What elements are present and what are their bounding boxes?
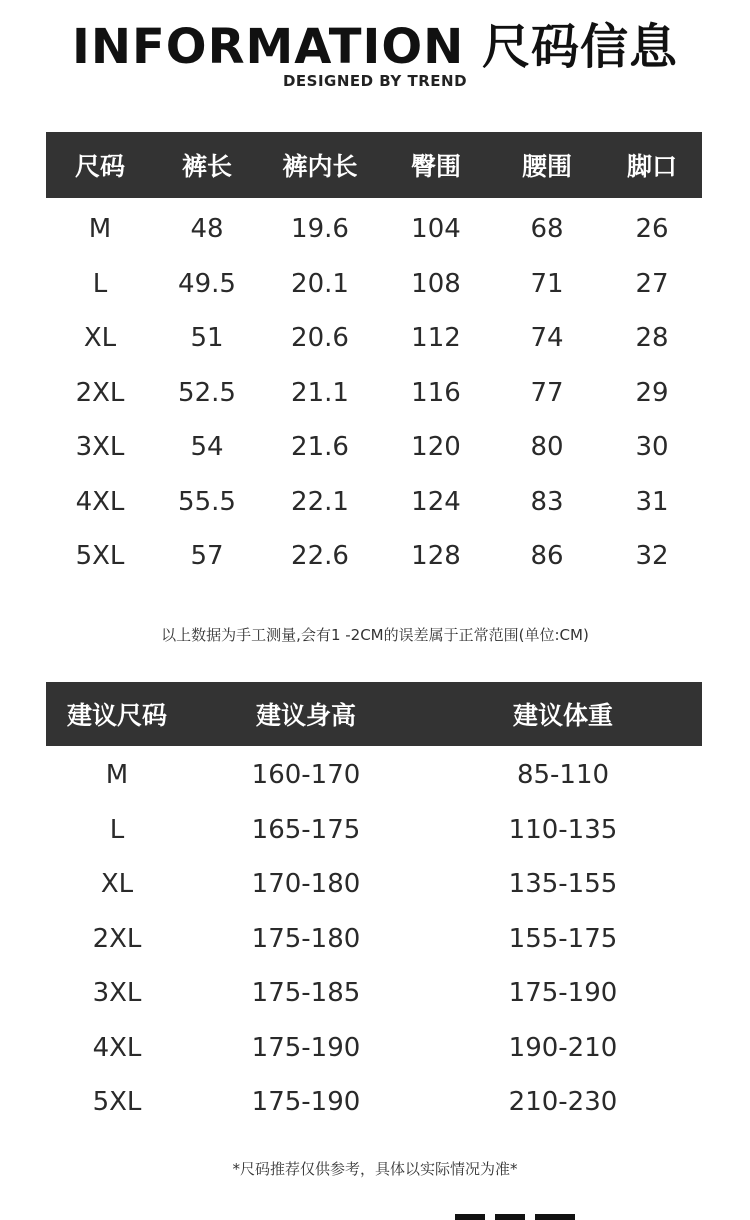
size-table-cell: 120: [411, 432, 461, 463]
size-table-header: [46, 132, 702, 198]
size-table-cell: 124: [411, 486, 461, 517]
recommend-table-cell: 4XL: [92, 1032, 142, 1063]
recommend-table-cell: 160-170: [251, 760, 361, 791]
size-table-cell: 31: [635, 486, 669, 517]
recommend-table-cell: 110-135: [508, 814, 618, 845]
recommend-table-header-cell: 建议尺码: [66, 701, 167, 730]
size-table-cell: 68: [530, 214, 564, 245]
table-row: [46, 803, 702, 858]
size-table-cell: 108: [411, 268, 461, 299]
table-row: [46, 1021, 702, 1076]
cropped-next-heading: [455, 1210, 595, 1220]
recommend-table-cell: 175-190: [251, 1087, 361, 1118]
recommend-table-cell: M: [105, 760, 129, 791]
size-table-cell: 71: [530, 268, 564, 299]
table-row: [46, 529, 702, 584]
size-table-cell: 51: [190, 323, 224, 354]
recommend-table-cell: 165-175: [251, 814, 361, 845]
size-table-cell: 26: [635, 214, 669, 245]
size-table-cell: 30: [635, 432, 669, 463]
size-table-cell: 29: [635, 377, 669, 408]
size-table-cell: 116: [411, 377, 461, 408]
size-table-cell: 49.5: [178, 268, 236, 299]
table-row: [46, 966, 702, 1021]
recommend-table-cell: 85-110: [516, 760, 610, 791]
size-table-cell: 19.6: [291, 214, 349, 245]
table-row: [46, 257, 702, 312]
size-table-cell: 20.6: [291, 323, 349, 354]
size-table-header-cell: 腰围: [521, 152, 572, 181]
size-table-cell: 54: [190, 432, 224, 463]
recommend-table-cell: 155-175: [508, 923, 618, 954]
size-table-header-cell: 脚口: [626, 152, 677, 181]
recommend-table-cell: 5XL: [92, 1087, 142, 1118]
table-row: [46, 748, 702, 803]
table-row: [46, 366, 702, 421]
size-table-cell: 83: [530, 486, 564, 517]
page-subtitle: DESIGNED BY TREND: [282, 72, 468, 90]
recommend-table-cell: 175-185: [251, 978, 361, 1009]
recommend-table-cell: 170-180: [251, 869, 361, 900]
recommend-table-cell: 175-190: [251, 1032, 361, 1063]
table-row: [46, 420, 702, 475]
size-table-cell: 80: [530, 432, 564, 463]
recommend-table-header-cell: 建议体重: [512, 701, 613, 730]
size-table-cell: 55.5: [178, 486, 236, 517]
table-row: [46, 475, 702, 530]
size-table-cell: 21.6: [291, 432, 349, 463]
size-table-cell: M: [88, 214, 112, 245]
size-table-header-cell: 裤长: [181, 152, 232, 181]
measurement-note: 以上数据为手工测量,会有1 -2CM的误差属于正常范围(单位:CM): [161, 626, 589, 644]
table-row: [46, 202, 702, 257]
size-table-cell: 4XL: [75, 486, 125, 517]
recommend-table-cell: 2XL: [92, 923, 142, 954]
size-table-cell: 74: [530, 323, 564, 354]
table-row: [46, 311, 702, 366]
size-table-cell: 22.1: [291, 486, 349, 517]
recommend-table-header-cell: 建议身高: [255, 701, 356, 730]
size-table-cell: 52.5: [178, 377, 236, 408]
size-table-cell: 128: [411, 541, 461, 572]
table-row: [46, 857, 702, 912]
size-table-header-cell: 臀围: [410, 152, 461, 181]
table-row: [46, 912, 702, 967]
size-table-cell: 57: [190, 541, 224, 572]
size-table-cell: 28: [635, 323, 669, 354]
size-table-cell: XL: [83, 323, 117, 354]
size-table-header-cell: 尺码: [74, 152, 125, 181]
recommend-note: *尺码推荐仅供参考，具体以实际情况为准*: [232, 1160, 518, 1178]
size-table-cell: 21.1: [291, 377, 349, 408]
recommend-table-cell: 3XL: [92, 978, 142, 1009]
size-table-header-cell: 裤内长: [282, 152, 358, 181]
recommend-table-cell: 135-155: [508, 869, 618, 900]
size-table-cell: 5XL: [75, 541, 125, 572]
recommend-table-header: [46, 682, 702, 746]
table-row: [46, 1075, 702, 1130]
size-table-cell: 3XL: [75, 432, 125, 463]
size-table-cell: 27: [635, 268, 669, 299]
size-table-cell: 22.6: [291, 541, 349, 572]
recommend-table-cell: 175-190: [508, 978, 618, 1009]
recommend-table-cell: L: [109, 814, 125, 845]
recommend-table-cell: 175-180: [251, 923, 361, 954]
recommend-table-cell: 210-230: [508, 1087, 618, 1118]
size-table-cell: 77: [530, 377, 564, 408]
recommend-table-cell: XL: [100, 869, 134, 900]
size-table-cell: 2XL: [75, 377, 125, 408]
size-table-cell: 32: [635, 541, 669, 572]
size-table-cell: 104: [411, 214, 461, 245]
recommend-table-cell: 190-210: [508, 1032, 618, 1063]
size-table-cell: 86: [530, 541, 564, 572]
page-title: INFORMATION 尺码信息: [71, 19, 679, 75]
size-table-cell: 48: [190, 214, 224, 245]
size-table-cell: 20.1: [291, 268, 349, 299]
size-table-cell: L: [92, 268, 108, 299]
size-table-cell: 112: [411, 323, 461, 354]
